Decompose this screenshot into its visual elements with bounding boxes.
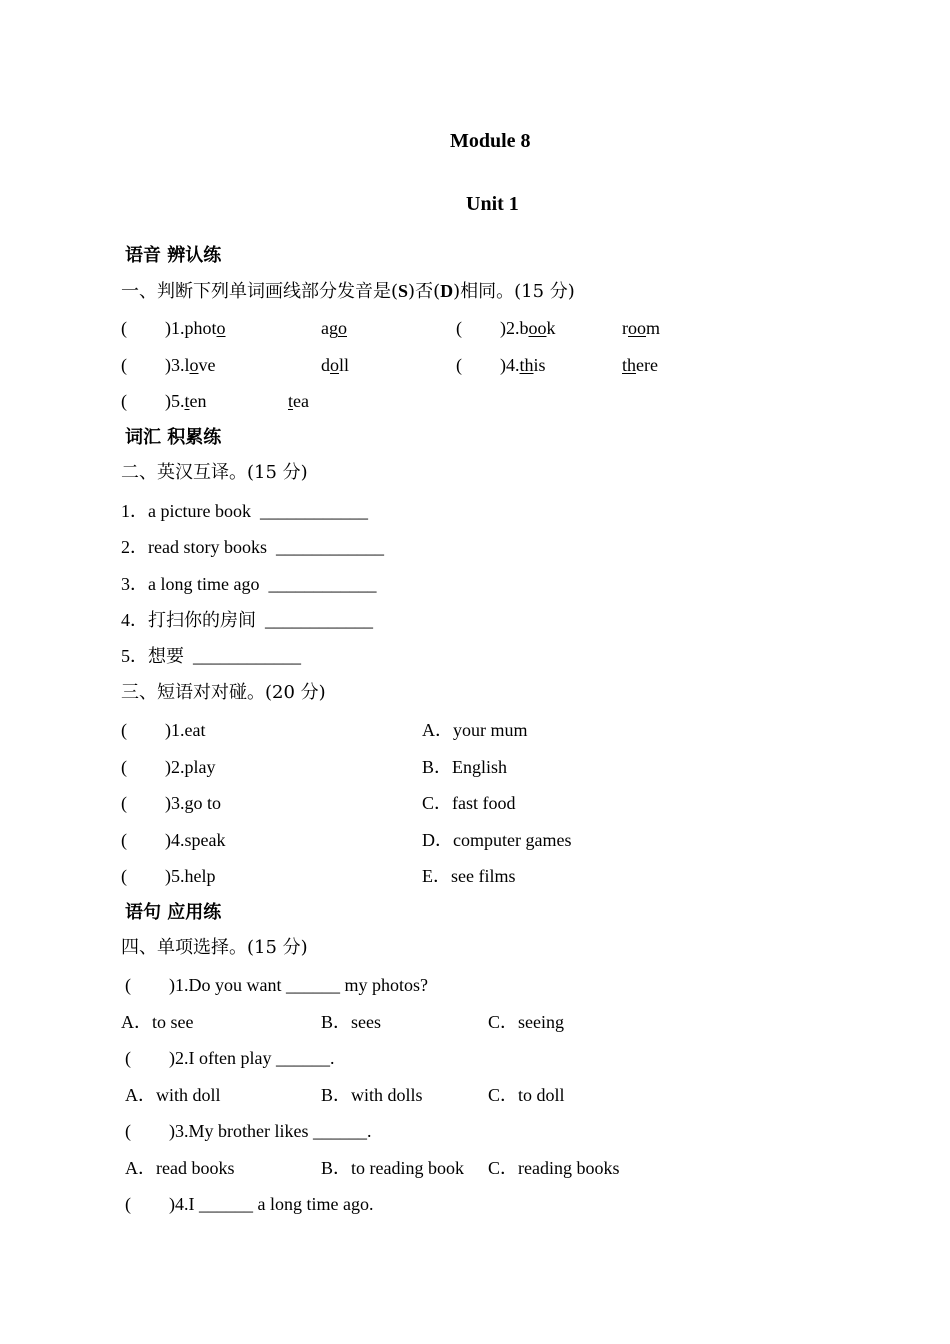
phonics-item-3-word1: )3.love xyxy=(165,355,216,375)
match-right-item: C．fast food xyxy=(422,793,516,813)
match-left-item: )5.help xyxy=(165,866,216,886)
question-1: )1.Do you want ______ my photos? xyxy=(169,975,428,995)
match-left-paren: ( xyxy=(121,720,127,740)
question-paren: ( xyxy=(125,975,131,995)
match-left-item: )1.eat xyxy=(165,720,206,740)
phonics-item-paren: ( xyxy=(456,355,462,375)
phonics-item-paren: ( xyxy=(121,318,127,338)
phonics-item-4-word1: )4.this xyxy=(500,355,546,375)
phonics-item-4-word2: there xyxy=(622,355,658,375)
option-a: A．read books xyxy=(125,1158,235,1178)
phonics-item-1-word2: ago xyxy=(321,318,347,338)
match-left-paren: ( xyxy=(121,757,127,777)
page-subtitle: Unit 1 xyxy=(466,193,519,215)
phonics-item-3-word2: doll xyxy=(321,355,350,375)
translate-item: 1．a picture book ____________ xyxy=(121,501,368,521)
match-right-item: E．see films xyxy=(422,866,516,886)
match-left-paren: ( xyxy=(121,866,127,886)
option-c: C．seeing xyxy=(488,1012,564,1032)
match-right-item: B．English xyxy=(422,757,508,777)
match-left-item: )3.go to xyxy=(165,793,221,813)
phonics-item-5-word2: tea xyxy=(288,391,309,411)
match-left-item: )4.speak xyxy=(165,830,226,850)
section-heading-4: 四、单项选择。(15 分) xyxy=(121,937,308,958)
answer-blank[interactable]: ____________ xyxy=(268,574,377,594)
match-left-paren: ( xyxy=(121,830,127,850)
section-label-phonics: 语音 辨认练 xyxy=(125,245,222,266)
phonics-item-2-word2: room xyxy=(622,318,661,338)
answer-blank[interactable]: ____________ xyxy=(193,646,301,666)
answer-blank[interactable]: ____________ xyxy=(265,610,373,630)
option-a: A．with doll xyxy=(125,1085,221,1105)
question-paren: ( xyxy=(125,1194,131,1214)
phonics-item-2-word1: )2.book xyxy=(500,318,556,338)
option-b: B．to reading book xyxy=(321,1158,464,1178)
phonics-item-5-word1: )5.ten xyxy=(165,391,207,411)
phonics-item-paren: ( xyxy=(121,391,127,411)
answer-blank[interactable]: ____________ xyxy=(275,537,384,557)
section-label-vocabulary: 词汇 积累练 xyxy=(125,427,222,448)
question-3: )3.My brother likes ______. xyxy=(169,1121,372,1141)
translate-item: 4．打扫你的房间 ____________ xyxy=(121,610,373,631)
match-left-item: )2.play xyxy=(165,757,216,777)
question-4: )4.I ______ a long time ago. xyxy=(169,1194,374,1214)
option-a: A．to see xyxy=(121,1012,194,1032)
section-heading-1: 一、判断下列单词画线部分发音是(S)否(D)相同。(15 分) xyxy=(121,281,575,302)
option-c: C．reading books xyxy=(488,1158,620,1178)
question-paren: ( xyxy=(125,1121,131,1141)
section-heading-3: 三、短语对对碰。(20 分) xyxy=(121,682,326,703)
section-heading-2: 二、英汉互译。(15 分) xyxy=(121,462,308,483)
answer-blank[interactable]: ____________ xyxy=(259,501,368,521)
page-title: Module 8 xyxy=(450,130,531,152)
question-2: )2.I often play ______. xyxy=(169,1048,335,1068)
translate-item: 3．a long time ago ____________ xyxy=(121,574,377,594)
option-b: B．sees xyxy=(321,1012,381,1032)
section-label-sentences: 语句 应用练 xyxy=(125,902,222,923)
match-right-item: D．computer games xyxy=(422,830,572,850)
match-left-paren: ( xyxy=(121,793,127,813)
translate-item: 2．read story books ____________ xyxy=(121,537,384,557)
phonics-item-1-word1: )1.photo xyxy=(165,318,226,338)
option-c: C．to doll xyxy=(488,1085,565,1105)
question-paren: ( xyxy=(125,1048,131,1068)
match-right-item: A．your mum xyxy=(422,720,528,740)
option-b: B．with dolls xyxy=(321,1085,423,1105)
phonics-item-paren: ( xyxy=(121,355,127,375)
translate-item: 5．想要 ____________ xyxy=(121,646,301,667)
phonics-item-paren: ( xyxy=(456,318,462,338)
